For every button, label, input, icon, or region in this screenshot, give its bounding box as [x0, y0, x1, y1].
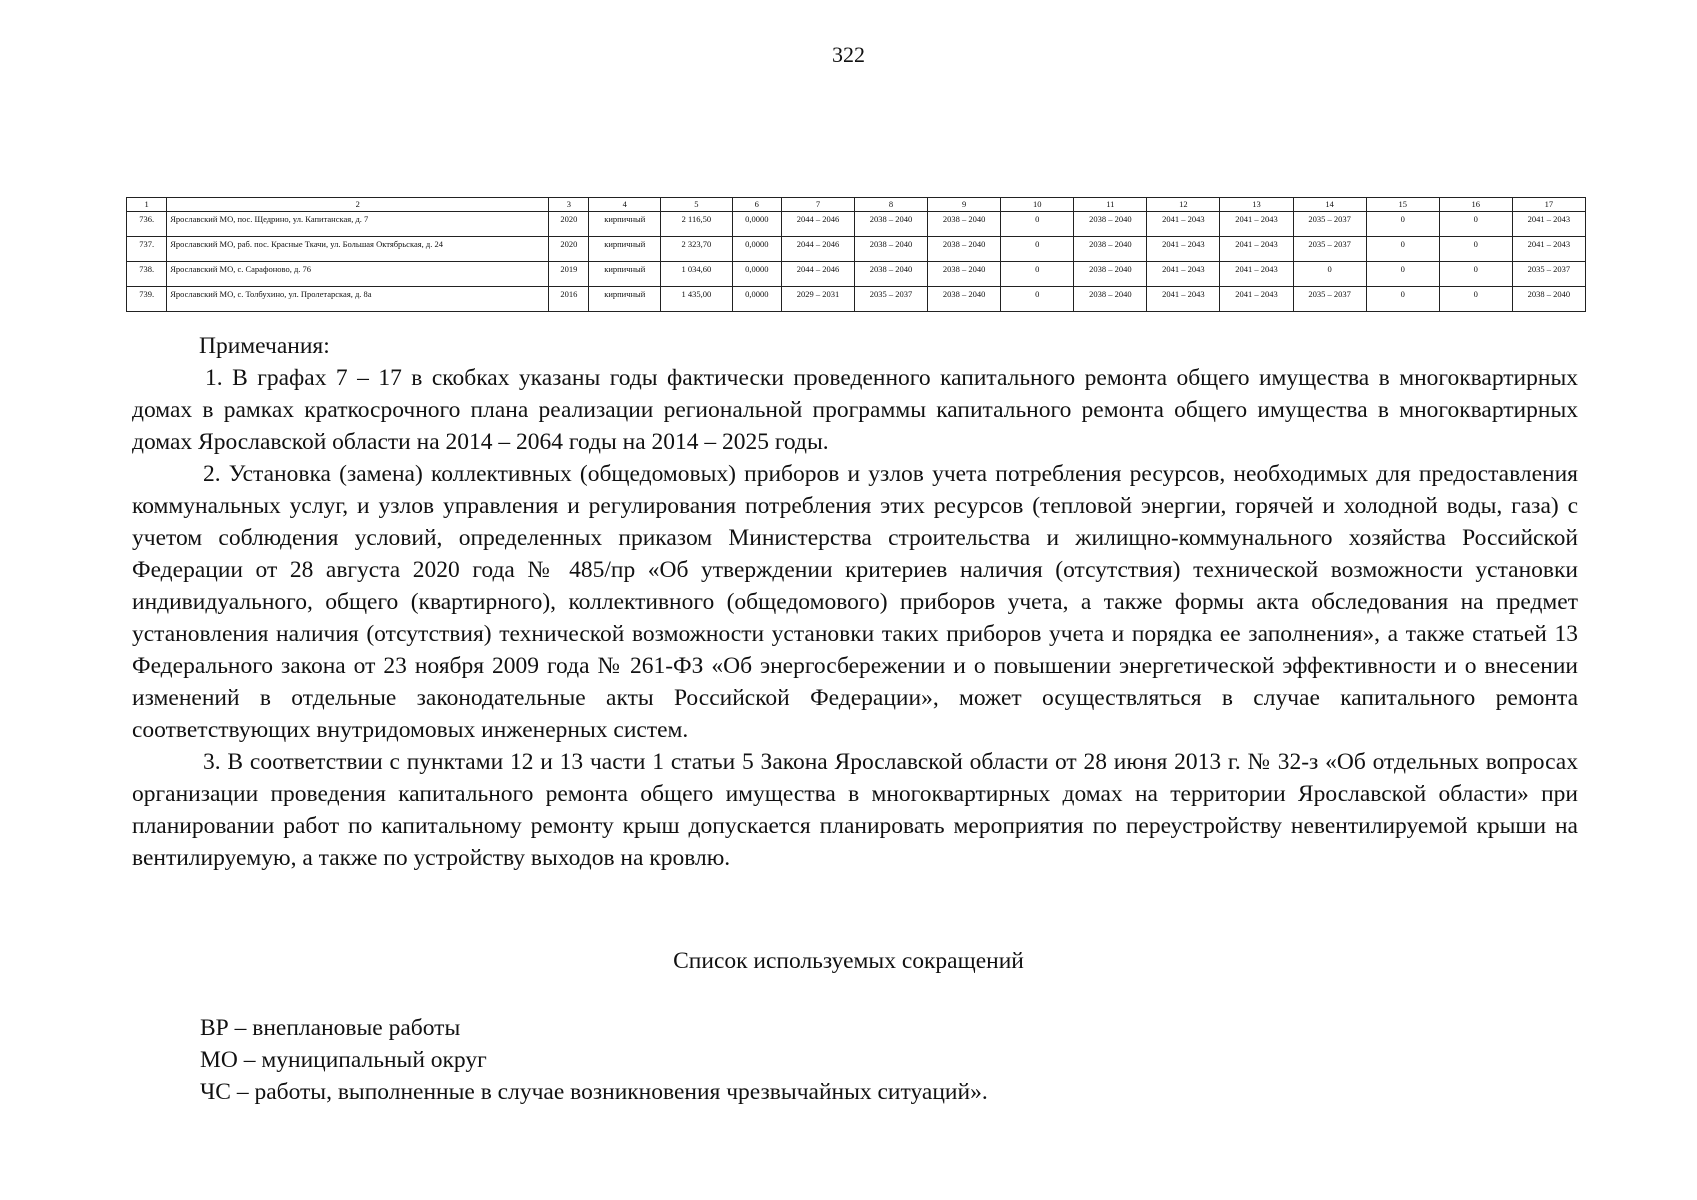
table-cell: 2035 – 2037 — [854, 287, 927, 312]
table-cell: 0 — [1001, 237, 1074, 262]
table-cell: 2038 – 2040 — [854, 237, 927, 262]
table-cell: 2041 – 2043 — [1220, 287, 1293, 312]
table-cell: 0 — [1366, 262, 1439, 287]
table-row — [127, 262, 1586, 287]
table-cell: 2038 – 2040 — [1512, 287, 1585, 312]
table-cell: 0 — [1439, 212, 1512, 237]
table-cell: 2041 – 2043 — [1512, 212, 1585, 237]
table-cell: 0,0000 — [732, 262, 781, 287]
column-header: 4 — [589, 198, 661, 212]
table-cell: 2038 – 2040 — [854, 262, 927, 287]
page-number: 322 — [832, 42, 865, 67]
column-header: 15 — [1366, 198, 1439, 212]
table-cell: 2020 — [549, 212, 589, 237]
table-cell: 0 — [1439, 237, 1512, 262]
table-cell: 2041 – 2043 — [1220, 262, 1293, 287]
table-cell: 2041 – 2043 — [1147, 287, 1220, 312]
abbreviations-title: Список используемых сокращений — [673, 948, 1024, 974]
table-cell: 2038 – 2040 — [1074, 262, 1147, 287]
abbreviation-item: ВР – внеплановые работы — [200, 1015, 461, 1041]
table-cell: 2 116,50 — [661, 212, 733, 237]
table-cell: 2035 – 2037 — [1293, 212, 1366, 237]
table-cell: кирпичный — [589, 262, 661, 287]
column-header: 14 — [1293, 198, 1366, 212]
note-paragraph-3: 3. В соответствии с пунктами 12 и 13 части 1 статьи 5 Закона Ярославской области от 28 июня 2013 г. № 32-з «Об отдельных вопросах организации проведения капитального ремонта общего имущества в многоквартирных домах на территории Ярославской области» при планировании работ по капитальному ремонту крыш допускается планировать мероприятия по переустройству невентилируемой крыши на вентилируемую, а также по устройству выходов на кровлю. — [132, 749, 1578, 871]
table-cell: 0 — [1439, 262, 1512, 287]
table-row — [127, 212, 1586, 237]
column-header: 7 — [781, 198, 854, 212]
abbreviations-list — [200, 1012, 988, 1108]
column-header: 13 — [1220, 198, 1293, 212]
table-row — [127, 237, 1586, 262]
abbreviation-item: МО – муниципальный округ — [200, 1047, 487, 1073]
table-cell: 2035 – 2037 — [1512, 262, 1585, 287]
table-cell: 2041 – 2043 — [1220, 212, 1293, 237]
address-cell: Ярославский МО, с. Толбухино, ул. Пролетарская, д. 8а — [167, 287, 549, 312]
table-cell: кирпичный — [589, 212, 661, 237]
table-cell: 738. — [127, 262, 167, 287]
table-cell: 2029 – 2031 — [781, 287, 854, 312]
table-cell: 2044 – 2046 — [781, 237, 854, 262]
column-header: 17 — [1512, 198, 1585, 212]
table-cell: 737. — [127, 237, 167, 262]
table-cell: 0 — [1001, 287, 1074, 312]
table-cell: 2041 – 2043 — [1147, 212, 1220, 237]
table-cell: 1 034,60 — [661, 262, 733, 287]
column-header: 9 — [928, 198, 1001, 212]
table-cell: 0 — [1366, 287, 1439, 312]
notes-section — [132, 330, 1578, 874]
table-cell: 0 — [1439, 287, 1512, 312]
column-header: 6 — [732, 198, 781, 212]
note-paragraph-1: 1. В графах 7 – 17 в скобках указаны годы фактически проведенного капитального ремонта общего имущества в многоквартирных домах в рамках краткосрочного плана реализации региональной программы капитального ремонта общего имущества в многоквартирных домах Ярославской области на 2014 – 2064 годы на 2014 – 2025 годы. — [132, 365, 1578, 455]
address-cell: Ярославский МО, с. Сарафоново, д. 76 — [167, 262, 549, 287]
table-cell: 2038 – 2040 — [1074, 287, 1147, 312]
register-table — [126, 197, 1586, 312]
column-header: 3 — [549, 198, 589, 212]
table-cell: кирпичный — [589, 237, 661, 262]
column-header: 10 — [1001, 198, 1074, 212]
table-cell: 2038 – 2040 — [1074, 237, 1147, 262]
table-header-row — [127, 198, 1586, 212]
table-cell: 0,0000 — [732, 212, 781, 237]
table-cell: 0 — [1366, 212, 1439, 237]
table-cell: 736. — [127, 212, 167, 237]
address-cell: Ярославский МО, пос. Щедрино, ул. Капитанская, д. 7 — [167, 212, 549, 237]
table-cell: 2020 — [549, 237, 589, 262]
note-paragraph-2: 2. Установка (замена) коллективных (общедомовых) приборов и узлов учета потребления ресурсов, необходимых для предоставления коммунальных услуг, и узлов управления и регулирования потребления этих ресурсов (тепловой энергии, горячей и холодной воды, газа) с учетом соблюдения условий, определенных приказом Министерства строительства и жилищно-коммунального хозяйства Российской Федерации от 28 августа 2020 года № 485/пр «Об утверждении критериев наличия (отсутствия) технической возможности установки индивидуального, общего (квартирного), коллективного (общедомового) приборов учета, а также формы акта обследования на предмет установления наличия (отсутствия) технической возможности установки таких приборов учета и порядка ее заполнения», а также статьей 13 Федерального закона от 23 ноября 2009 года № 261-ФЗ «Об энергосбережении и о повышении энергетической эффективности и о внесении изменений в отдельные законодательные акты Российской Федерации», может осуществляться в случае капитального ремонта соответствующих внутридомовых инженерных систем. — [132, 461, 1578, 743]
table-cell: 2041 – 2043 — [1512, 237, 1585, 262]
table-cell: 2035 – 2037 — [1293, 237, 1366, 262]
table-cell: 2019 — [549, 262, 589, 287]
table-cell: 739. — [127, 287, 167, 312]
column-header: 8 — [854, 198, 927, 212]
column-header: 16 — [1439, 198, 1512, 212]
notes-title: Примечания: — [199, 333, 330, 359]
table-row — [127, 287, 1586, 312]
table-cell: 0 — [1001, 262, 1074, 287]
table-cell: 2038 – 2040 — [928, 212, 1001, 237]
table-cell: 2038 – 2040 — [928, 237, 1001, 262]
table-cell: 2016 — [549, 287, 589, 312]
table-cell: 2041 – 2043 — [1147, 262, 1220, 287]
table-body — [127, 212, 1586, 312]
table-cell: 2038 – 2040 — [1074, 212, 1147, 237]
address-cell: Ярославский МО, раб. пос. Красные Ткачи, ул. Большая Октябрьская, д. 24 — [167, 237, 549, 262]
table-cell: 0,0000 — [732, 287, 781, 312]
table-cell: 2044 – 2046 — [781, 262, 854, 287]
table-cell: 2041 – 2043 — [1147, 237, 1220, 262]
table-cell: 2035 – 2037 — [1293, 287, 1366, 312]
table-cell: 2044 – 2046 — [781, 212, 854, 237]
table-cell: 1 435,00 — [661, 287, 733, 312]
table-cell: кирпичный — [589, 287, 661, 312]
abbreviation-item: ЧС – работы, выполненные в случае возникновения чрезвычайных ситуаций». — [200, 1079, 988, 1105]
register-table-container — [126, 197, 1586, 312]
table-cell: 2038 – 2040 — [854, 212, 927, 237]
table-cell: 2041 – 2043 — [1220, 237, 1293, 262]
column-header: 2 — [167, 198, 549, 212]
table-cell: 0 — [1293, 262, 1366, 287]
table-cell: 2038 – 2040 — [928, 287, 1001, 312]
table-cell: 2038 – 2040 — [928, 262, 1001, 287]
column-header: 12 — [1147, 198, 1220, 212]
table-cell: 0 — [1001, 212, 1074, 237]
table-cell: 2 323,70 — [661, 237, 733, 262]
column-header: 1 — [127, 198, 167, 212]
column-header: 5 — [661, 198, 733, 212]
table-cell: 0,0000 — [732, 237, 781, 262]
table-cell: 0 — [1366, 237, 1439, 262]
column-header: 11 — [1074, 198, 1147, 212]
